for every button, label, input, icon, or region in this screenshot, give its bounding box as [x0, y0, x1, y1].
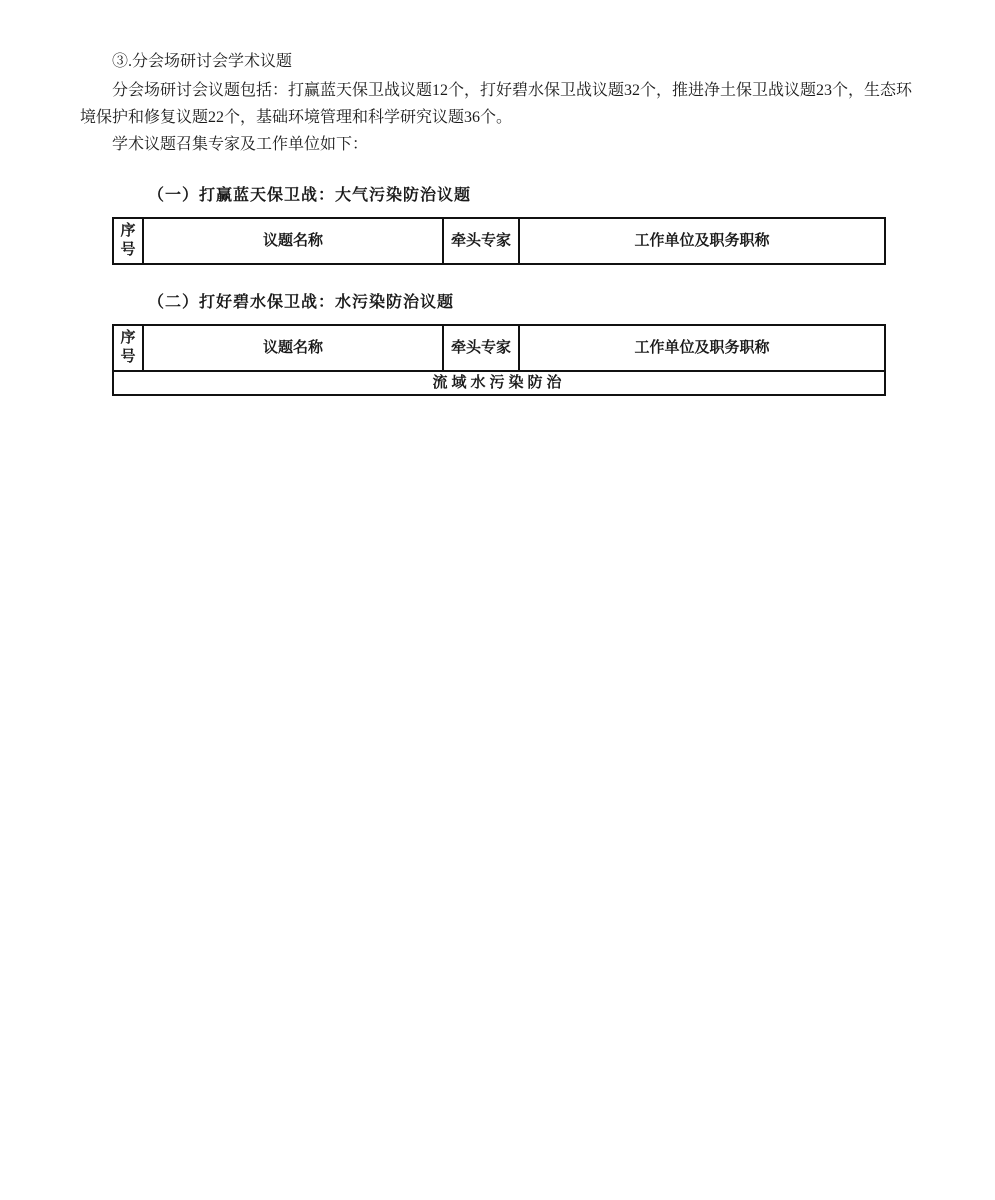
header-row [113, 218, 885, 264]
header-row [113, 325, 885, 371]
topics-table [112, 324, 886, 396]
lead-in-text: 学术议题召集专家及工作单位如下： [112, 136, 369, 153]
group-header: 流域水污染防治 [113, 371, 885, 395]
column-header: 议题名称 [143, 325, 443, 371]
tables-container [80, 182, 917, 396]
column-header: 议题名称 [143, 218, 443, 264]
section-title: （一）打赢蓝天保卫战：大气污染防治议题 [148, 187, 472, 204]
section-title: （二）打好碧水保卫战：水污染防治议题 [148, 294, 455, 311]
intro-paragraph: 分会场研讨会议题包括：打赢蓝天保卫战议题12个，打好碧水保卫战议题32个，推进净土保卫战议题23个，生态环境保护和修复议题22个，基础环境管理和科学研究议题36个。 [80, 82, 913, 126]
group-header-row [113, 371, 885, 395]
column-header: 工作单位及职务职称 [519, 325, 885, 371]
topics-table [112, 217, 886, 265]
document-page [0, 0, 995, 396]
column-header: 牵头专家 [443, 218, 519, 264]
column-header: 序号 [113, 218, 143, 264]
column-header: 牵头专家 [443, 325, 519, 371]
column-header: 工作单位及职务职称 [519, 218, 885, 264]
doc-heading: ③.分会场研讨会学术议题 [112, 53, 293, 70]
column-header: 序号 [113, 325, 143, 371]
